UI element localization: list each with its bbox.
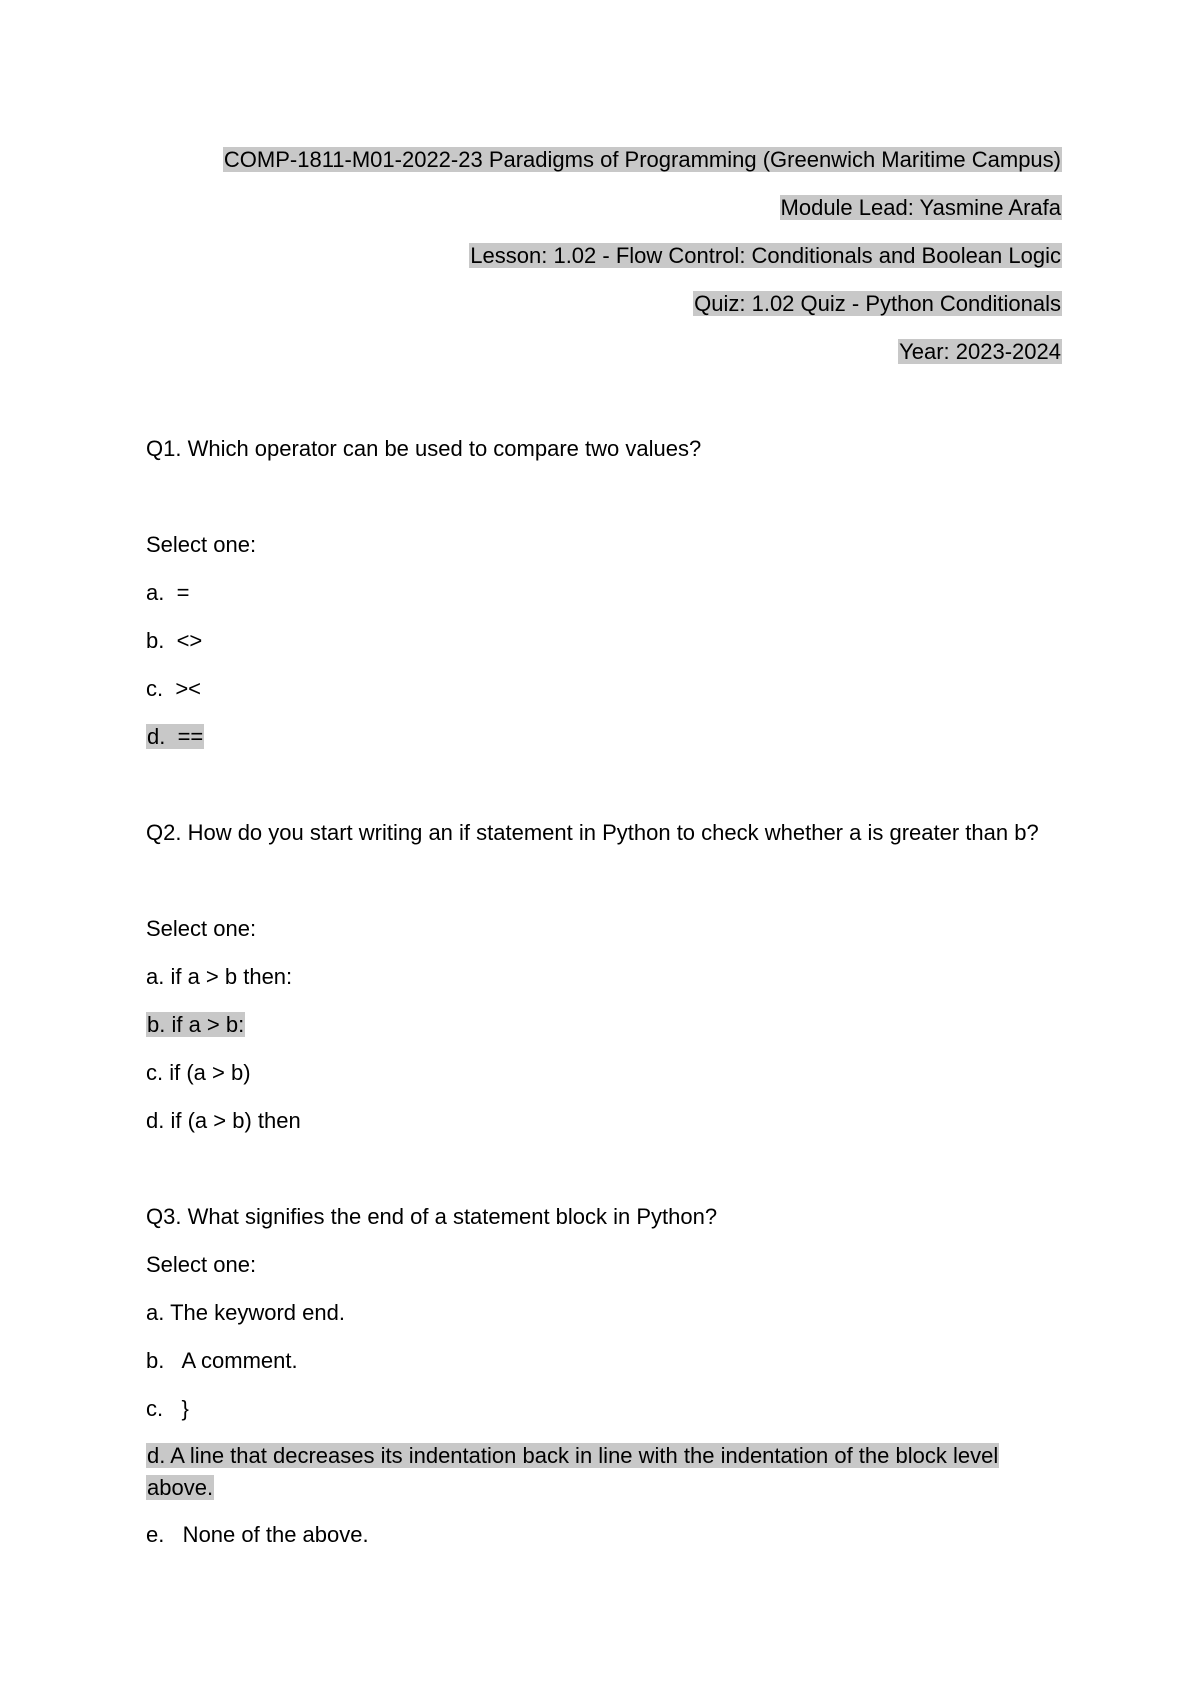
option-b[interactable]: b. A comment.	[146, 1348, 298, 1373]
lesson-title: Lesson: 1.02 - Flow Control: Conditionals and Boolean Logic	[470, 243, 1061, 268]
option-a[interactable]: a. if a > b then:	[146, 964, 293, 989]
select-one-label: Select one:	[146, 532, 257, 557]
question-1	[146, 432, 1076, 768]
academic-year: Year: 2023-2024	[899, 339, 1061, 364]
option-d-selected[interactable]: d. ==	[147, 724, 204, 749]
option-e[interactable]: e. None of the above.	[146, 1522, 369, 1547]
question-2	[146, 816, 1076, 1152]
document-header	[146, 143, 1062, 383]
quiz-body	[146, 432, 1076, 1566]
option-c[interactable]: c. ><	[146, 676, 202, 701]
module-lead: Module Lead: Yasmine Arafa	[780, 195, 1061, 220]
quiz-title: Quiz: 1.02 Quiz - Python Conditionals	[694, 291, 1061, 316]
option-d[interactable]: d. if (a > b) then	[146, 1108, 301, 1133]
question-text: Q3. What signifies the end of a statement block in Python?	[146, 1204, 718, 1229]
select-one-label: Select one:	[146, 916, 257, 941]
question-text: Q2. How do you start writing an if statement in Python to check whether a is greater than b?	[146, 820, 1039, 845]
option-c[interactable]: c. }	[146, 1396, 189, 1421]
course-title: COMP-1811-M01-2022-23 Paradigms of Programming (Greenwich Maritime Campus)	[223, 147, 1061, 172]
option-a[interactable]: a. =	[146, 580, 190, 605]
question-3	[146, 1200, 1076, 1566]
option-c[interactable]: c. if (a > b)	[146, 1060, 251, 1085]
option-d-selected[interactable]: d. A line that decreases its indentation back in line with the indentation of the block level above.	[147, 1443, 999, 1500]
question-text: Q1. Which operator can be used to compare two values?	[146, 436, 702, 461]
option-a[interactable]: a. The keyword end.	[146, 1300, 345, 1325]
option-b-selected[interactable]: b. if a > b:	[147, 1012, 245, 1037]
select-one-label: Select one:	[146, 1252, 257, 1277]
option-b[interactable]: b. <>	[146, 628, 203, 653]
